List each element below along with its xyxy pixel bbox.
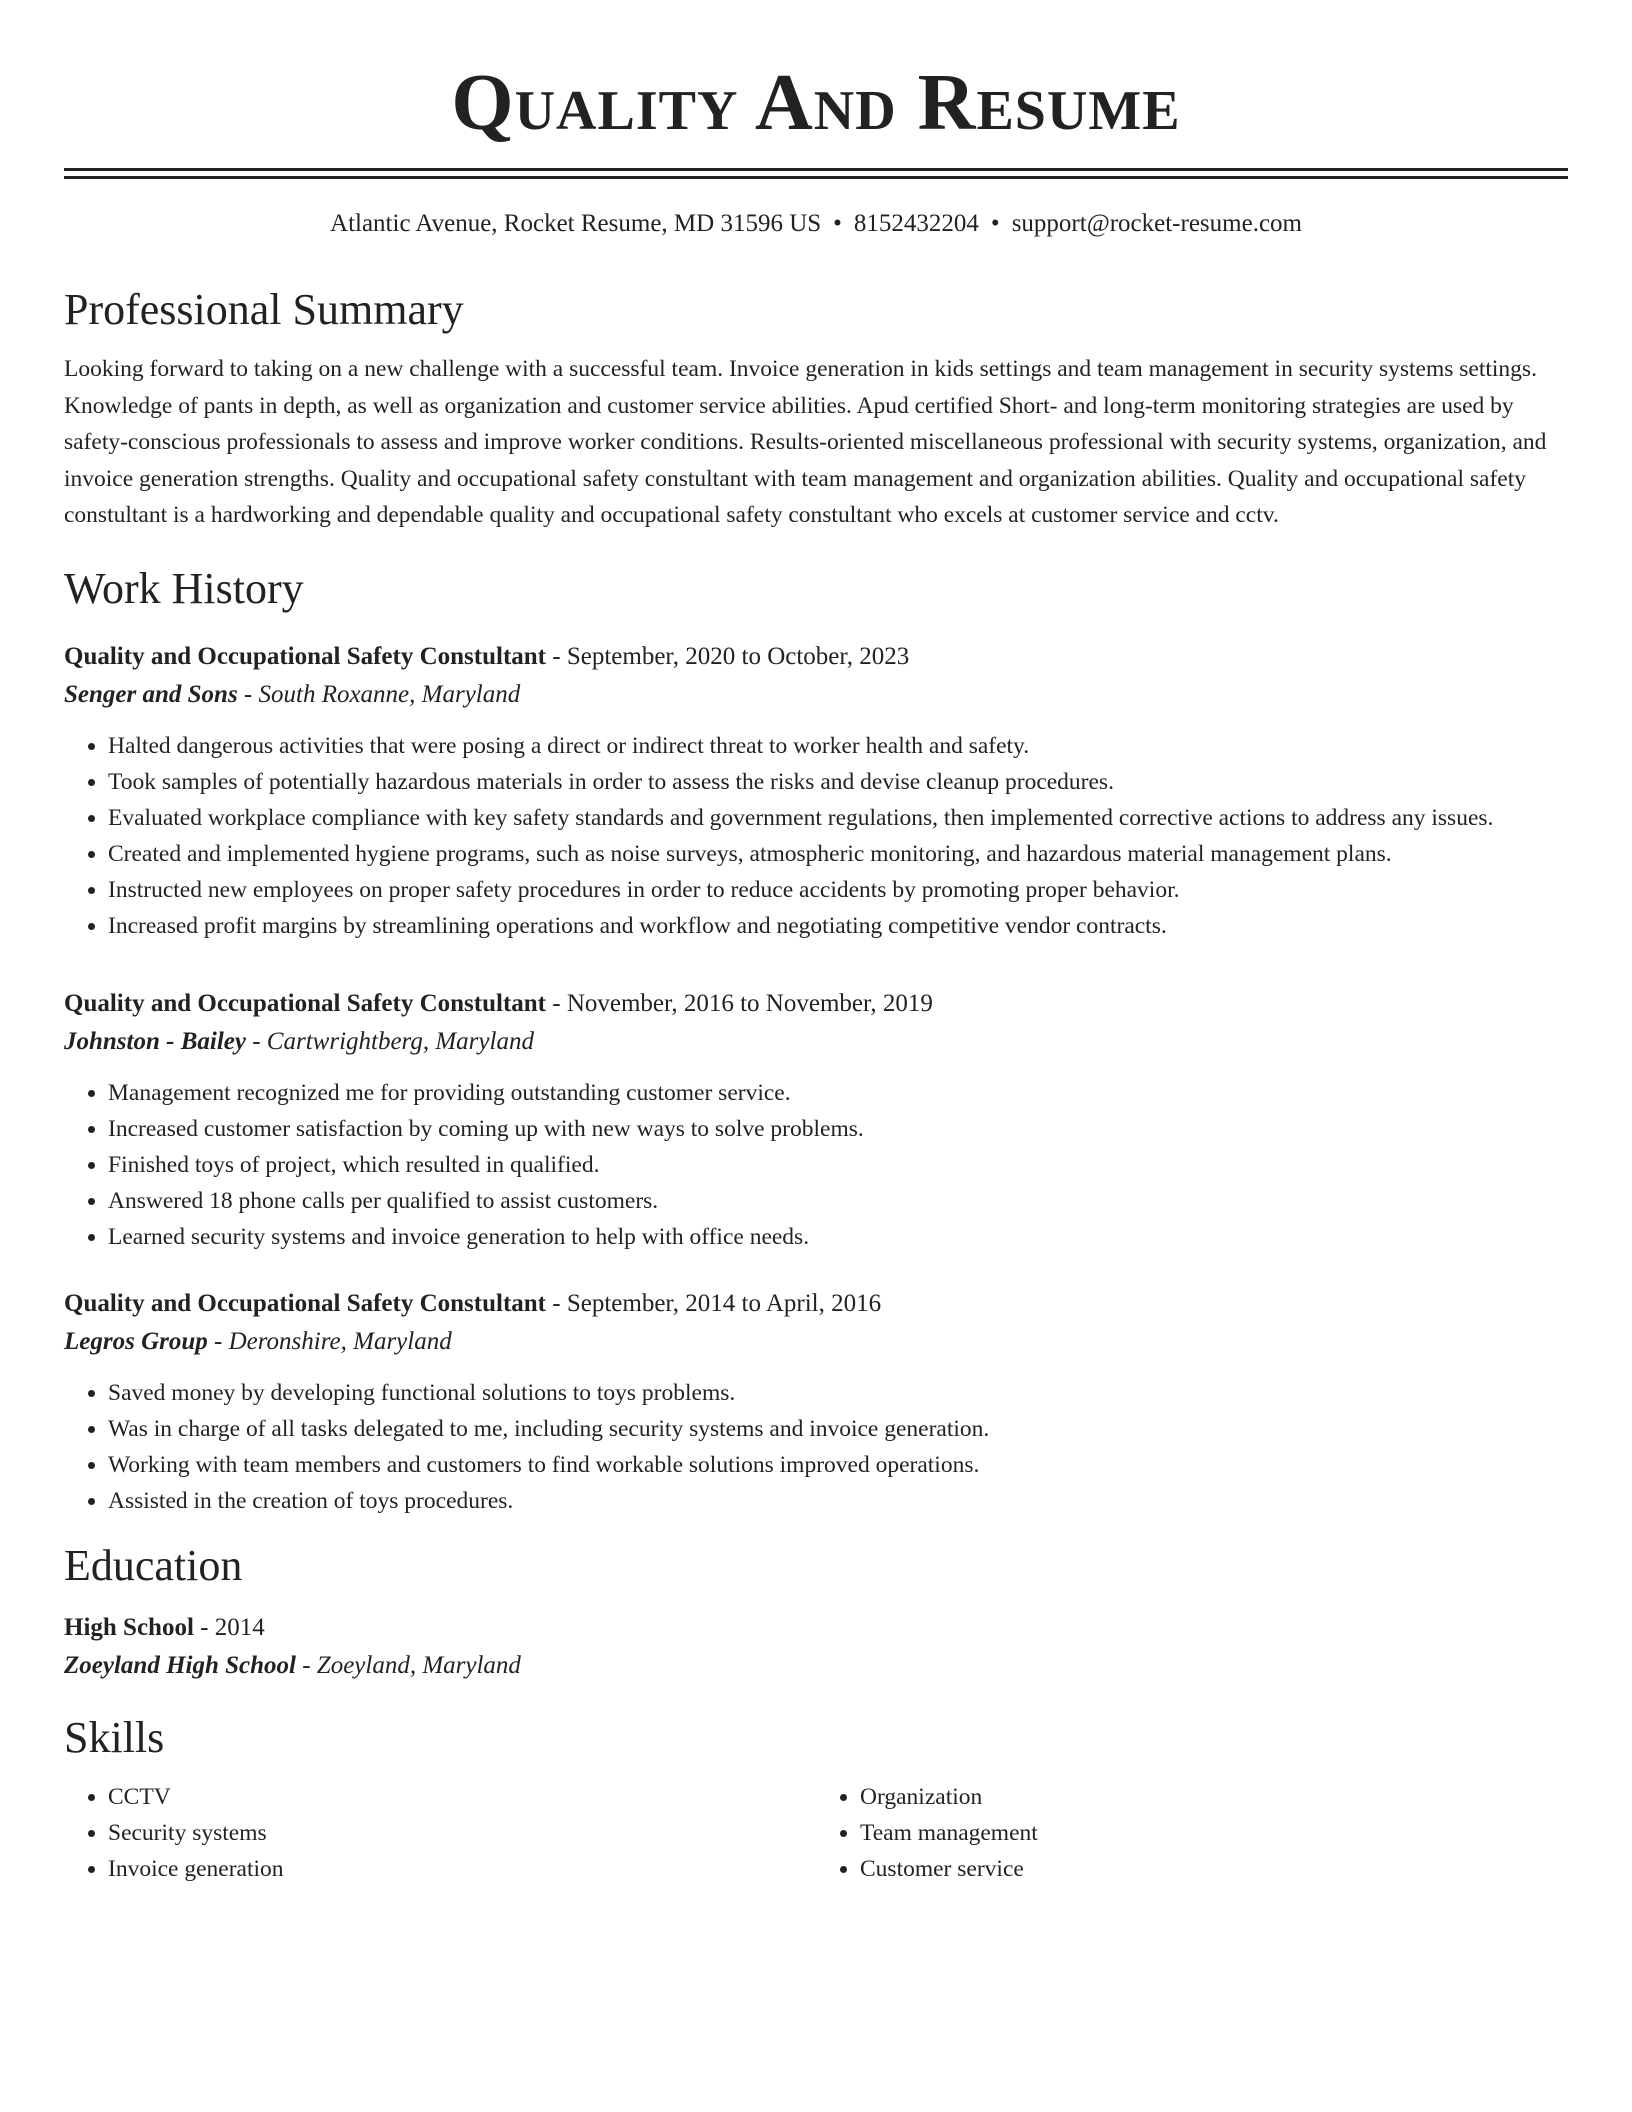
section-title-summary: Professional Summary <box>64 285 464 334</box>
skill-item: • Invoice generation <box>108 1851 816 1887</box>
education-location: - Zoeyland, Maryland <box>295 1651 521 1679</box>
list-item: • Increased customer satisfaction by coming up with new ways to solve problems. <box>108 1111 1568 1147</box>
job-title: Quality and Occupational Safety Constultant <box>64 642 547 670</box>
skill-item: • Organization <box>860 1779 1568 1815</box>
list-item: • Increased profit margins by streamlining operations and workflow and negotiating competitive vendor contracts. <box>108 908 1568 944</box>
list-item: • Created and implemented hygiene programs, such as noise surveys, atmospheric monitoring, and hazardous material management plans. <box>108 836 1568 872</box>
job-employer <box>64 676 1568 714</box>
header-rule-bottom <box>64 176 1568 179</box>
contact-line <box>64 207 1568 241</box>
list-item: • Learned security systems and invoice generation to help with office needs. <box>108 1219 1568 1255</box>
list-item: • Finished toys of project, which resulted in qualified. <box>108 1147 1568 1183</box>
job-bullets <box>64 1075 1568 1255</box>
education-degree: High School <box>64 1613 194 1641</box>
job-dates: - November, 2016 to November, 2019 <box>546 989 933 1017</box>
list-item: • Instructed new employees on proper safety procedures in order to reduce accidents by promoting proper behavior. <box>108 872 1568 908</box>
job-location: - Deronshire, Maryland <box>207 1327 452 1355</box>
skills-list <box>64 1779 1568 1887</box>
job-entry <box>64 1285 1568 1519</box>
section-title-education: Education <box>64 1540 243 1590</box>
list-item: • Answered 18 phone calls per qualified to assist customers. <box>108 1183 1568 1219</box>
job-dates: - September, 2020 to October, 2023 <box>546 642 910 670</box>
education-heading <box>64 1609 1568 1647</box>
job-company: Legros Group <box>64 1327 208 1355</box>
job-heading <box>64 1285 1568 1323</box>
section-title-work-history: Work History <box>64 563 304 613</box>
job-title: Quality and Occupational Safety Constultant <box>64 989 547 1017</box>
contact-address: Atlantic Avenue, Rocket Resume, MD 31596 US <box>330 210 822 237</box>
contact-separator: • <box>833 210 842 237</box>
job-employer <box>64 1023 1568 1061</box>
list-item: • Assisted in the creation of toys procedures. <box>108 1483 1568 1519</box>
job-heading <box>64 985 1568 1023</box>
education-entry <box>64 1609 1568 1685</box>
contact-email[interactable]: support@rocket-resume.com <box>1011 210 1302 237</box>
job-location: - South Roxanne, Maryland <box>237 680 521 708</box>
job-location: - Cartwrightberg, Maryland <box>245 1027 534 1055</box>
contact-separator: • <box>990 210 1000 237</box>
summary-text: Looking forward to taking on a new challenge with a successful team. Invoice generation in kids settings and team management in security systems settings. Knowledge of pants in depth, as well as organization and customer service abilities. Apud certified Short- and long-term monitoring strategies are used by safety-conscious professionals to assess and improve worker conditions. Results-oriented miscellaneous professional with security systems, organization, and invoice generation strengths. Quality and occupational safety constultant with team management and organization abilities. Quality and occupational safety constultant is a hardworking and dependable quality and occupational safety constultant who excels at customer service and cctv. <box>64 356 1547 528</box>
job-heading <box>64 638 1568 676</box>
job-entry <box>64 985 1568 1255</box>
skill-item: • CCTV <box>108 1779 816 1815</box>
education-school-line <box>64 1647 1568 1685</box>
skills-column-right <box>816 1779 1568 1887</box>
job-entry <box>64 638 1568 944</box>
section-title-skills: Skills <box>64 1712 165 1762</box>
education-year: - 2014 <box>193 1613 265 1641</box>
list-item: • Halted dangerous activities that were posing a direct or indirect threat to worker health and safety. <box>108 728 1568 764</box>
skill-item: • Security systems <box>108 1815 816 1851</box>
list-item: • Management recognized me for providing outstanding customer service. <box>108 1075 1568 1111</box>
contact-phone[interactable]: 8152432204 <box>853 210 979 237</box>
skill-item: • Customer service <box>860 1851 1568 1887</box>
job-company: Senger and Sons <box>64 680 238 708</box>
education-school: Zoeyland High School <box>64 1651 296 1679</box>
job-employer <box>64 1323 1568 1361</box>
job-bullets <box>64 1375 1568 1519</box>
list-item: • Evaluated workplace compliance with key safety standards and government regulations, then implemented corrective actions to address any issues. <box>108 800 1568 836</box>
job-dates: - September, 2014 to April, 2016 <box>546 1289 882 1317</box>
job-bullets <box>64 728 1568 944</box>
list-item: • Saved money by developing functional solutions to toys problems. <box>108 1375 1568 1411</box>
list-item: • Took samples of potentially hazardous materials in order to assess the risks and devise cleanup procedures. <box>108 764 1568 800</box>
job-company: Johnston - Bailey <box>64 1027 246 1055</box>
skill-item: • Team management <box>860 1815 1568 1851</box>
candidate-name: Quality And Resume <box>451 59 1181 147</box>
list-item: • Was in charge of all tasks delegated to me, including security systems and invoice generation. <box>108 1411 1568 1447</box>
skills-column-left <box>64 1779 816 1887</box>
list-item: • Working with team members and customers to find workable solutions improved operations. <box>108 1447 1568 1483</box>
job-title: Quality and Occupational Safety Constultant <box>64 1289 547 1317</box>
